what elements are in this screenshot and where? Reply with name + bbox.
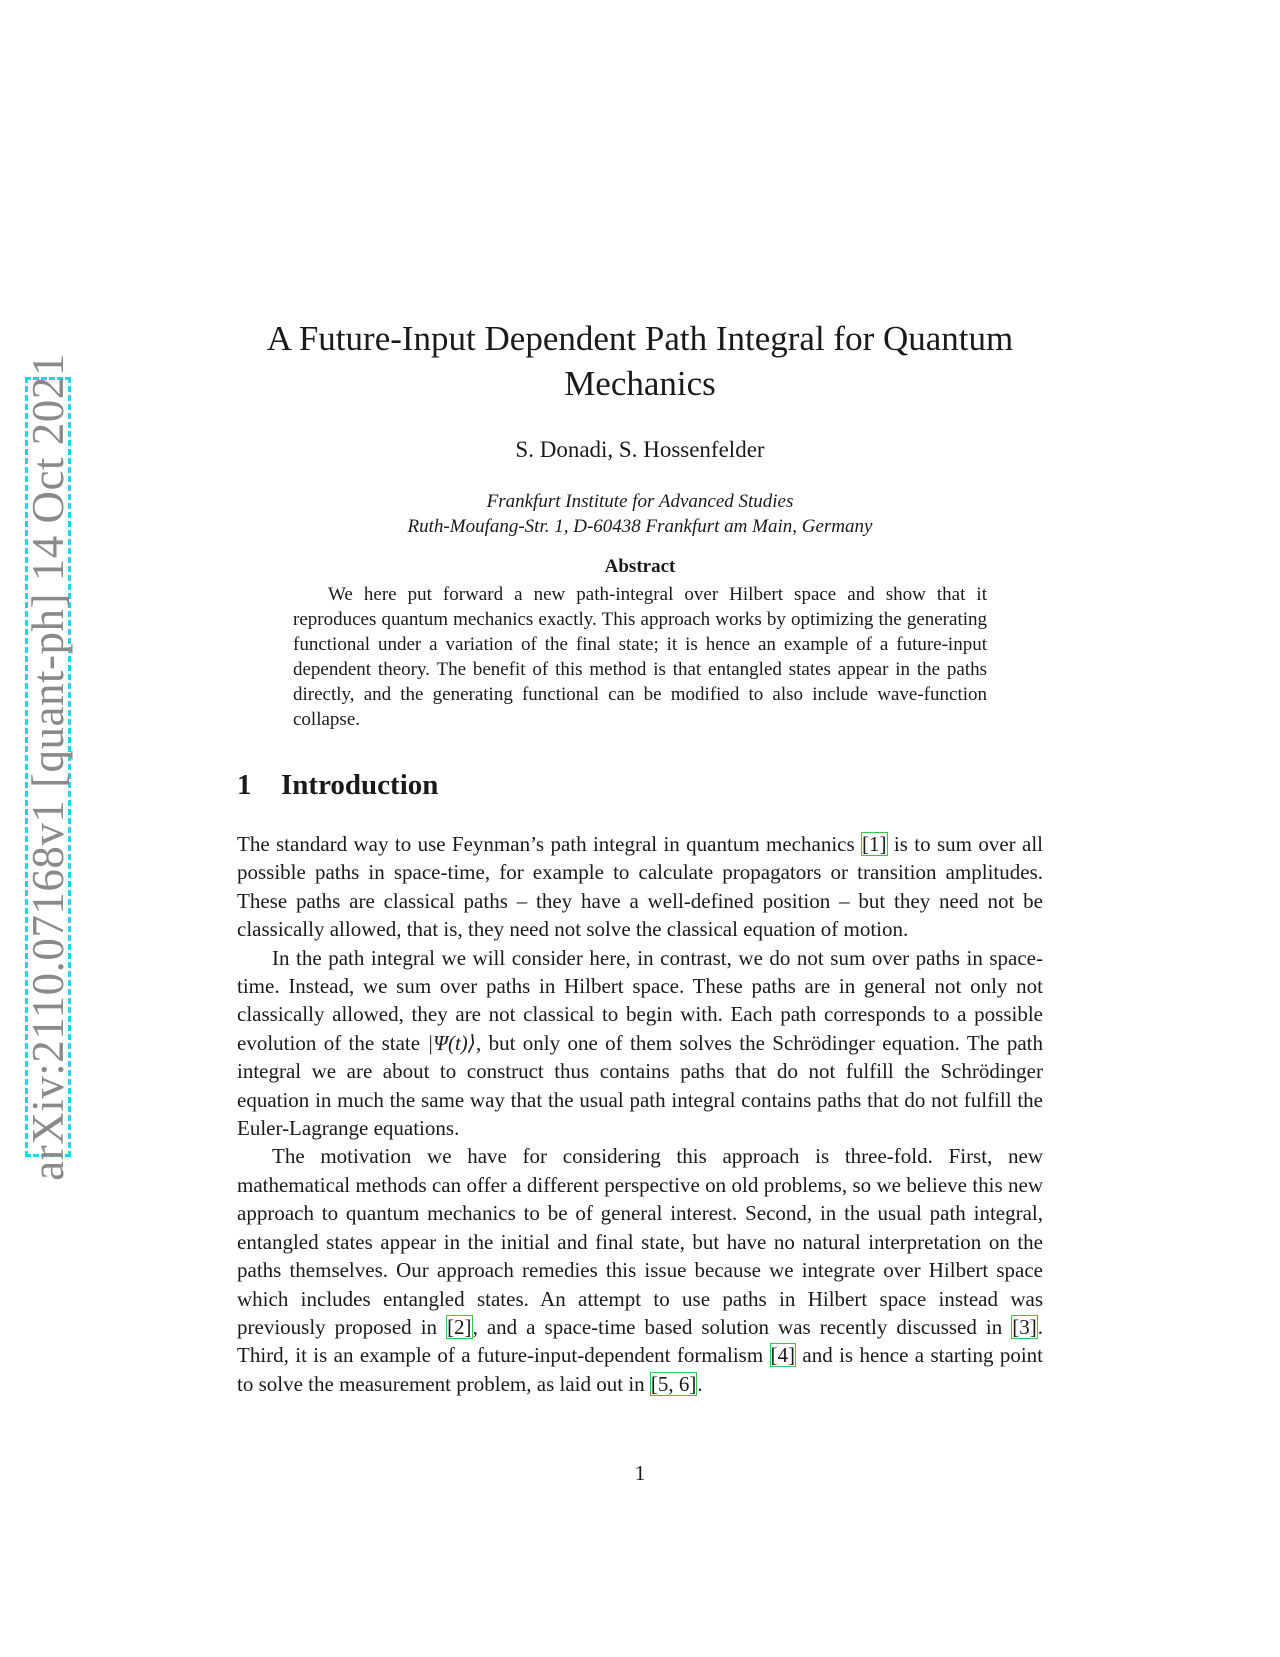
paragraph-2 <box>237 944 1043 1143</box>
affiliation-address: Ruth-Moufang-Str. 1, D-60438 Frankfurt am Main, Germany <box>407 516 873 537</box>
affiliation-institute: Frankfurt Institute for Advanced Studies <box>486 491 794 512</box>
citation-link-3[interactable]: [3] <box>1012 1314 1037 1339</box>
abstract-heading: Abstract <box>604 556 676 577</box>
citation-link-4[interactable]: [4] <box>770 1343 796 1368</box>
title-line-2: Mechanics <box>564 364 716 403</box>
authors: S. Donadi, S. Hossenfelder <box>515 437 765 462</box>
paragraph-3-text-b: , and a space-time based solution was recently discussed in <box>472 1314 1012 1339</box>
paragraph-2-text-b: , but only one of them solves the Schrödinger equation. The path integral we are about to construct thus contains paths that do not fulfill the Schrödinger equation in much the same way that the usual path integral contains paths that do not fulfill the Euler-Lagrange equations. <box>237 1030 1043 1141</box>
paragraph-3-text-e: . <box>697 1371 703 1396</box>
section-heading-introduction <box>237 768 438 802</box>
state-vector-math: |Ψ(t)⟩ <box>427 1030 476 1055</box>
arxiv-stamp <box>22 353 73 1181</box>
section-title: Introduction <box>281 769 439 801</box>
paragraph-3-text-c: . Third, it is an example of a future-input-dependent formalism <box>237 1314 1043 1368</box>
paragraph-3-text-a: The motivation we have for considering this approach is three-fold. First, new mathematical methods can offer a different perspective on old problems, so we believe this new approach to quantum mechanics to be of general interest. Second, in the usual path integral, entangled states appear in the initial and final state, but have no natural interpretation on the paths themselves. Our approach remedies this issue because we integrate over Hilbert space which includes entangled states. An attempt to use paths in Hilbert space instead was previously proposed in <box>237 1144 1043 1339</box>
abstract-text: We here put forward a new path-integral over Hilbert space and show that it reproduces quantum mechanics exactly. This approach works by optimizing the generating functional under a variation of the final state; it is hence an example of a future-input dependent theory. The benefit of this method is that entangled states appear in the paths directly, and the generating functional can be modified to also include wave-function collapse. <box>293 584 987 730</box>
paragraph-2-text-a: In the path integral we will consider here, in contrast, we do not sum over paths in space-time. Instead, we sum over paths in Hilbert space. These paths are in general not only not classically allowed, they are not classical to begin with. Each path corresponds to a possible evolution of the state <box>237 945 1043 1055</box>
paragraph-3-text-d: and is hence a starting point to solve the measurement problem, as laid out in <box>237 1343 1043 1396</box>
paragraph-1 <box>237 830 1043 944</box>
paragraph-3 <box>237 1142 1043 1398</box>
citation-link-5-6[interactable]: [5, 6] <box>650 1371 697 1396</box>
title-line-1: A Future-Input Dependent Path Integral for Quantum <box>266 319 1014 358</box>
affiliation <box>237 489 1043 539</box>
section-number: 1 <box>237 769 252 801</box>
paper-title <box>237 316 1043 406</box>
paragraph-1-text-a: The standard way to use Feynman’s path integral in quantum mechanics <box>237 832 862 856</box>
citation-link-2[interactable]: [2] <box>447 1314 472 1339</box>
page-number: 1 <box>634 1461 646 1485</box>
paragraph-1-text-b: is to sum over all possible paths in space-time, for example to calculate propagators or transition amplitudes. These paths are classical paths – they have a well-defined position – but they need not be classically allowed, that is, they need not solve the classical equation of motion. <box>237 832 1043 942</box>
citation-link-1[interactable]: [1] <box>862 832 887 856</box>
introduction-body <box>237 830 1043 1398</box>
arxiv-identifier: arXiv:2110.07168v1 [quant-ph] 14 Oct 2021 <box>22 353 73 1181</box>
